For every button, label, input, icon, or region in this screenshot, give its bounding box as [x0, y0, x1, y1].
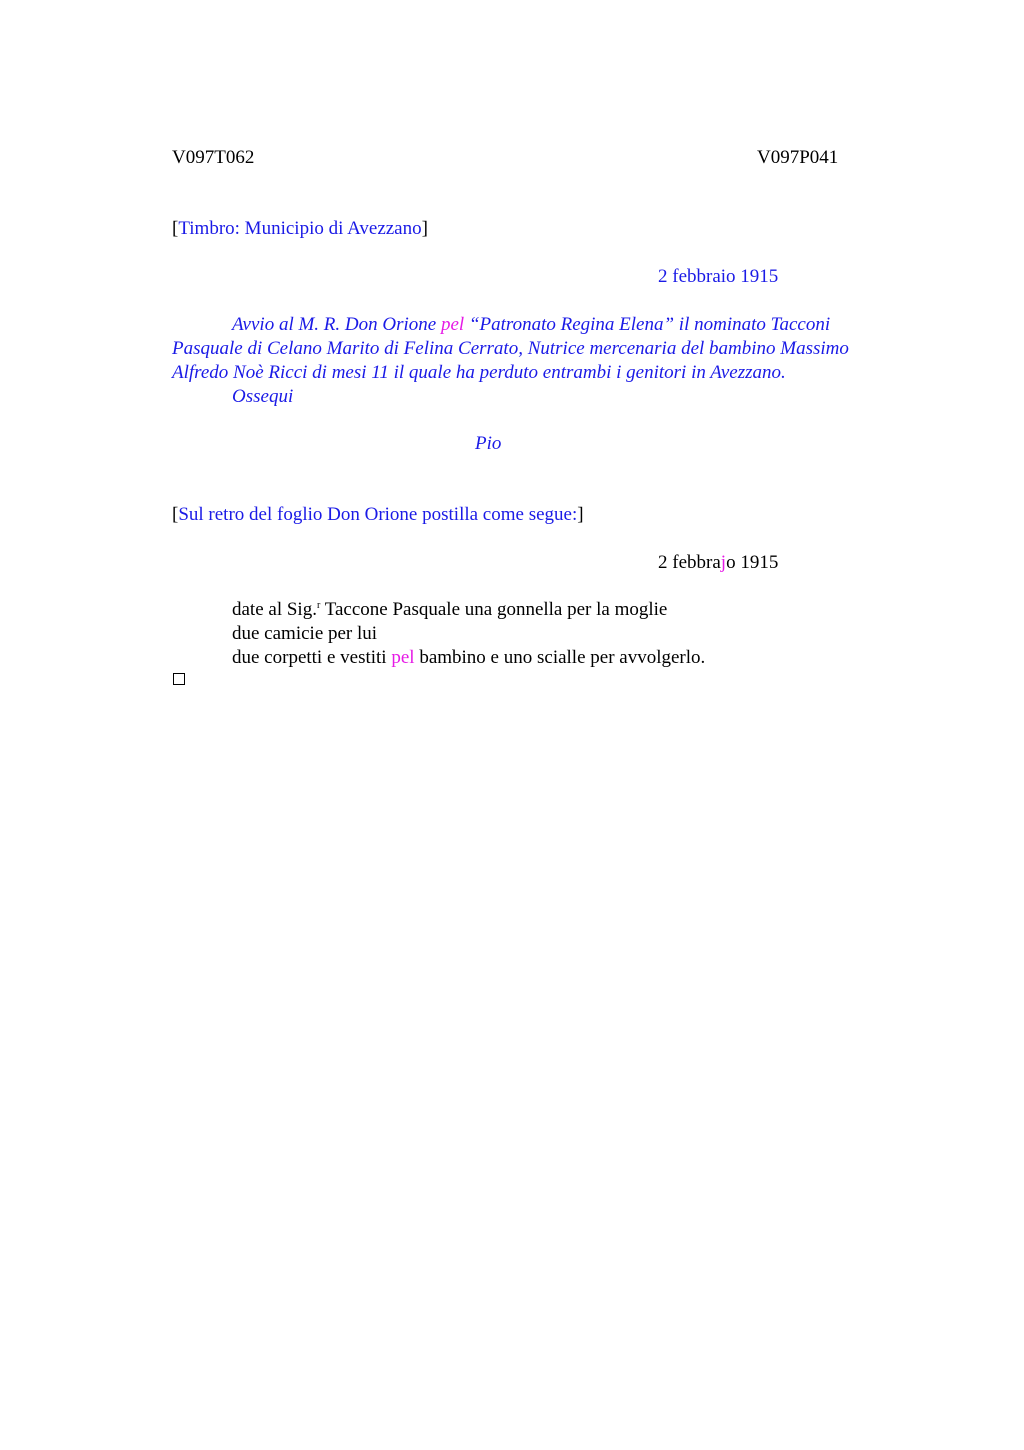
letter-signature: Pio [475, 433, 502, 454]
reply-date-highlight: j [720, 552, 727, 573]
reply-line-3-start: due corpetti e vestiti [232, 647, 392, 668]
letter-body [172, 313, 912, 409]
reply-line-3 [172, 646, 912, 670]
letter-line-2: Pasquale di Celano Marito di Felina Cerrato, Nutrice mercenaria del bambino Massimo [172, 338, 849, 359]
bracket-close: ] [577, 504, 584, 525]
stamp-text: Timbro: Municipio di Avezzano [178, 218, 422, 239]
reply-date [658, 551, 778, 575]
letter-line-1-start: Avvio al M. R. Don Orione [232, 314, 441, 335]
bracket-close: ] [421, 218, 428, 239]
bracket-open: [ [172, 218, 179, 239]
letter-line-3: Alfredo Noè Ricci di mesi 11 il quale ha perduto entrambi i genitori in Avezzano. [172, 362, 786, 383]
letter-closing: Ossequi [232, 386, 294, 407]
reply-superscript: r [316, 600, 321, 611]
stamp-note [172, 217, 428, 241]
bracket-open: [ [172, 504, 179, 525]
reply-line-1 [172, 598, 912, 622]
reply-line-1-start: date al Sig. [232, 599, 317, 620]
reply-date-end: o 1915 [726, 552, 779, 573]
letter-line-1 [172, 313, 912, 337]
letter-highlight-pel: pel [440, 314, 465, 335]
reply-line-3-end: bambino e uno scialle per avvolgerlo. [414, 647, 706, 668]
editorial-note-text: Sul retro del foglio Don Orione postilla come segue: [178, 504, 578, 525]
letter-date: 2 febbraio 1915 [658, 266, 779, 287]
document-code-left: V097T062 [172, 147, 255, 168]
reply-highlight-pel: pel [391, 647, 415, 668]
reply-body [172, 598, 912, 670]
reply-line-1-end: Taccone Pasquale una gonnella per la moglie [320, 599, 668, 620]
reply-line-2: due camicie per lui [232, 623, 378, 644]
reply-date-start: 2 febbra [658, 552, 721, 573]
end-marker-square-icon [173, 673, 185, 685]
letter-line-1-end: “Patronato Regina Elena” il nominato Tacconi [464, 314, 831, 335]
editorial-note [172, 503, 584, 527]
document-code-right: V097P041 [757, 147, 839, 168]
